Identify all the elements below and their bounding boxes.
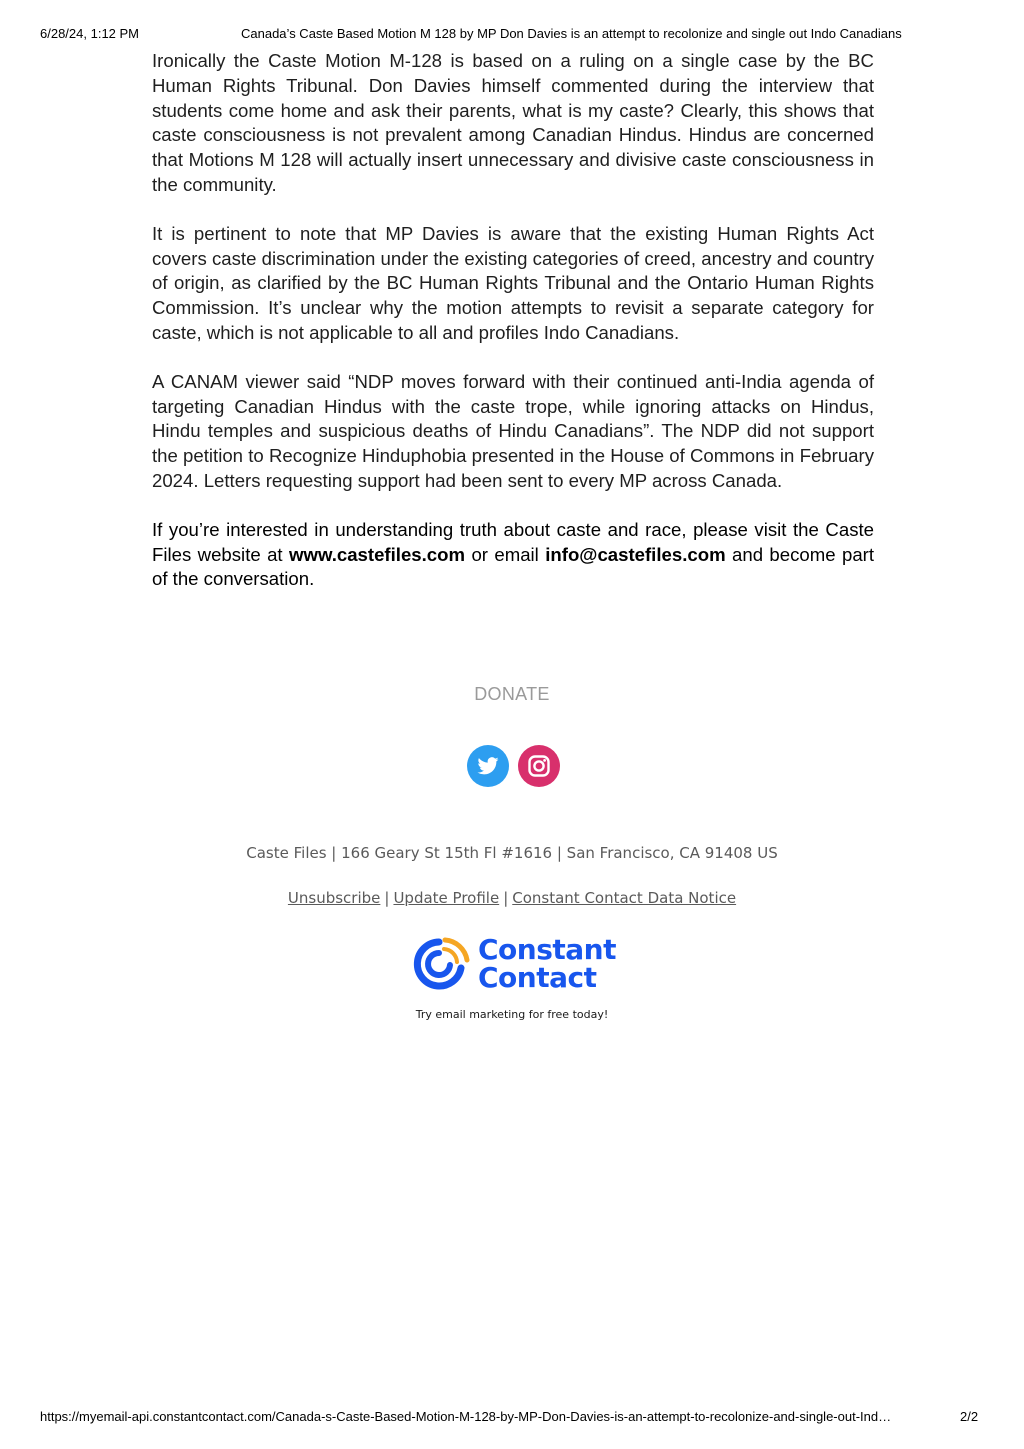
- castefiles-email-link[interactable]: info@castefiles.com: [545, 543, 726, 565]
- link-separator: |: [503, 889, 509, 907]
- link-separator: |: [384, 889, 390, 907]
- constant-contact-tagline[interactable]: Try email marketing for free today!: [415, 1008, 609, 1021]
- article-body: [152, 49, 874, 616]
- article-paragraph: It is pertinent to note that MP Davies is aware that the existing Human Rights Act covers caste discrimination under the existing categories of creed, ancestry and country of origin, as clarified by the BC Human Rights Tribunal and the Ontario Human Rights Commission. It’s unclear why the motion attempts to revisit a separate category for caste, which is not applicable to all and profiles Indo Canadians.: [152, 222, 874, 343]
- page-number: 2/2: [960, 1409, 979, 1424]
- print-url: https://myemail-api.constantcontact.com/Canada-s-Caste-Based-Motion-M-128-by-MP-Don-Davies-is-an-attempt-to-recolonize-and-single-out-Ind…: [40, 1409, 892, 1424]
- unsubscribe-link[interactable]: Unsubscribe: [287, 889, 381, 907]
- social-links: [467, 745, 563, 787]
- castefiles-website-link[interactable]: www.castefiles.com: [289, 543, 466, 565]
- print-header: [0, 26, 1024, 42]
- instagram-icon[interactable]: [518, 745, 560, 787]
- footer-links: [0, 889, 1024, 907]
- print-datetime: 6/28/24, 1:12 PM: [40, 26, 140, 41]
- article-paragraph: Ironically the Caste Motion M-128 is based on a ruling on a single case by the BC Human Rights Tribunal. Don Davies himself commented during the interview that students come home and ask their parents, what is my caste? Clearly, this shows that caste consciousness is not prevalent among Canadian Hindus. Hindus are concerned that Motions M 128 will actually insert unnecessary and divisive caste consciousness in the community.: [152, 50, 874, 195]
- cta-text: If you’re interested in understanding truth about caste and race, please visit the Caste Files website at: [152, 518, 874, 565]
- constant-contact-logo[interactable]: [410, 934, 620, 1000]
- wordmark-line: Contact: [478, 961, 597, 994]
- print-page-title: Canada’s Caste Based Motion M 128 by MP Don Davies is an attempt to recolonize and single out Indo Canadians: [241, 26, 902, 41]
- constant-contact-mark-icon: [410, 934, 472, 996]
- cta-text: and become part of the conversation.: [152, 543, 875, 590]
- call-to-action-paragraph: [152, 518, 874, 592]
- constant-contact-wordmark: [478, 933, 616, 994]
- twitter-icon[interactable]: [467, 745, 509, 787]
- organization-address: Caste Files | 166 Geary St 15th Fl #1616 | San Francisco, CA 91408 US: [246, 844, 778, 862]
- article-paragraph: A CANAM viewer said “NDP moves forward with their continued anti-India agenda of targeting Canadian Hindus with the caste trope, while ignoring attacks on Hindus, Hindu temples and suspicious deaths of Hindu Canadians”. The NDP did not support the petition to Recognize Hinduphobia presented in the House of Commons in February 2024. Letters requesting support had been sent to every MP across Canada.: [152, 370, 874, 491]
- cta-text: or email: [471, 543, 539, 565]
- wordmark-line: Constant: [478, 933, 616, 966]
- update-profile-link[interactable]: Update Profile: [393, 889, 500, 907]
- data-notice-link[interactable]: Constant Contact Data Notice: [512, 889, 737, 907]
- donate-link[interactable]: DONATE: [474, 684, 550, 704]
